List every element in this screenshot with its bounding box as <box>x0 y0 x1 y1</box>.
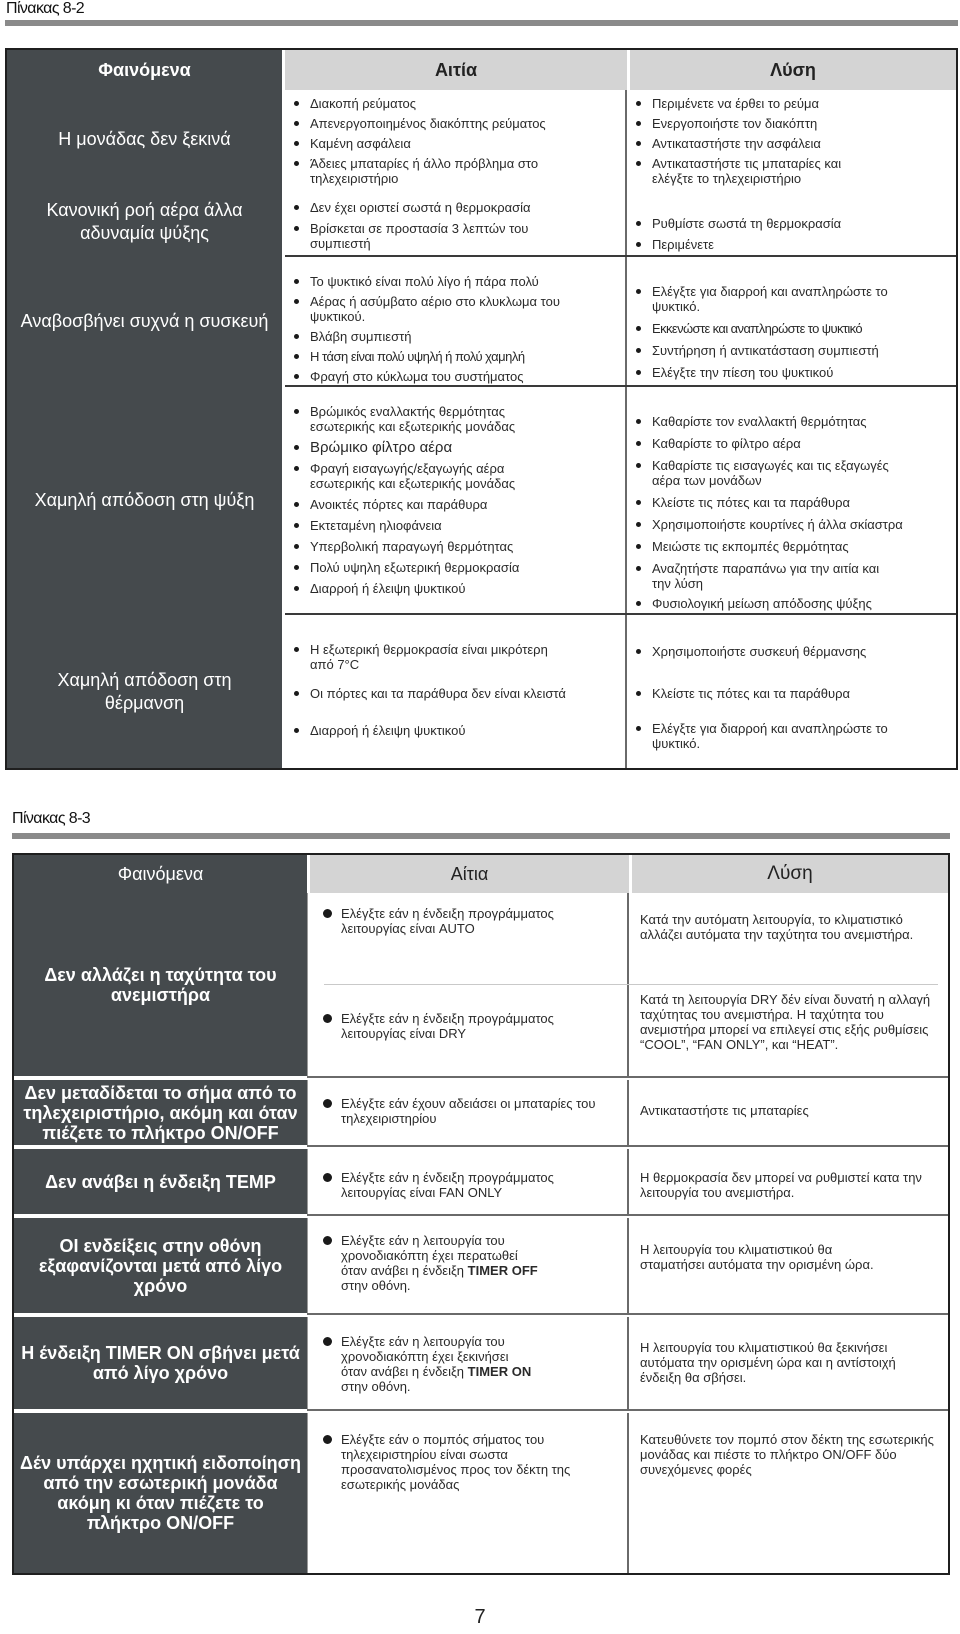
header-phenomena: Φαινόμενα <box>7 50 282 90</box>
cause-item: Βρίσκεται σε προστασία 3 λεπτών του συμπιεστή <box>291 221 531 251</box>
cause-item: Βρώμικός εναλλακτής θερμότητας εσωτερικής και εξωτερικής μονάδας <box>291 404 561 434</box>
solution-item: Αναζητήστε παραπάνω για την αιτία και την λύση <box>633 561 893 591</box>
cause-item: Ελέγξτε εάν η ένδειξη προγράμματος λειτουργίας είναι FAN ONLY <box>320 1170 620 1200</box>
cause-item: Οι πόρτες και τα παράθυρα δεν είναι κλειστά <box>291 686 621 701</box>
solution-item: Ενεργοποιήστε τον διακόπτη <box>633 116 953 131</box>
cause-item: Βλάβη συμπιεστή <box>291 329 621 344</box>
column-divider <box>627 893 629 1573</box>
solution-item: Κλείστε τις πότες και τα παράθυρα <box>633 495 953 510</box>
row-divider <box>285 385 956 387</box>
table-8-3-rule <box>12 833 950 839</box>
solution-cell <box>633 414 953 611</box>
cause-cell <box>291 404 621 596</box>
cause-item: Ελέγξτε εάν η ένδειξη προγράμματος λειτουργίας είναι DRY <box>320 1011 620 1041</box>
table-8-2-rule <box>5 20 958 26</box>
solution-item: Χρησιμοποιήστε συσκευή θέρμανσης <box>633 644 953 659</box>
column-divider <box>625 90 627 768</box>
row-divider <box>307 1145 948 1147</box>
cause-item: Ελέγξτε εάν έχουν αδειάσει οι μπαταρίες του τηλεχειριστηρίου <box>320 1096 620 1126</box>
cause-item: Υπερβολική παραγωγή θερμότητας <box>291 539 621 554</box>
row-divider <box>307 1214 948 1216</box>
cause-line: Ελέγξτε εάν η λειτουργία του <box>341 1233 505 1248</box>
cause-item: Εκτεταμένη ηλιοφάνεια <box>291 518 621 533</box>
table-8-3-label: Πίνακας 8-3 <box>12 810 91 827</box>
phenomenon-cell: Δεν μεταδίδεται το σήμα από το τηλεχειριστήριο, ακόμη και όταν πιέζετε το πλήκτρο ON/OFF <box>23 1082 298 1143</box>
cause-item: Ελέγξτε εάν η ένδειξη προγράμματος λειτουργίας είναι AUTO <box>320 906 620 936</box>
solution-item: Χρησιμοποιήστε κουρτίνες ή άλλα σκίαστρα <box>633 517 953 532</box>
cause-item: Φραγή στο κύκλωμα του συστήματος <box>291 369 621 384</box>
row-divider <box>285 613 956 615</box>
cause-line: Ελέγξτε εάν η λειτουργία του <box>341 1334 505 1349</box>
cause-cell <box>291 274 621 384</box>
solution-item: Αντικαταστήστε την ασφάλεια <box>633 136 953 151</box>
solution-text: Κατευθύνετε τον πομπό στον δέκτη της εσωτερικής μονάδας και πιέστε το πλήκτρο ON/OFF δύο συνεχόμενες φορές <box>640 1432 934 1477</box>
solution-cell <box>633 96 953 186</box>
cause-item: Διαρροή ή έλειψη ψυκτικού <box>291 581 621 596</box>
cause-item: Βρώμικο φίλτρο αέρα <box>291 440 621 455</box>
phenomenon-cell: ΟΙ ενδείξεις στην οθόνη εξαφανίζονται μετά από λίγο χρόνο <box>38 1235 283 1296</box>
phenomenon-cell: Δεν αλλάζει η ταχύτητα του ανεμιστήρα <box>44 964 277 1005</box>
cause-item: Διαρροή ή έλειψη ψυκτικού <box>291 723 621 738</box>
solution-item: Καθαρίστε το φίλτρο αέρα <box>633 436 953 451</box>
cause-item: Δεν έχει οριστεί σωστά η θερμοκρασία <box>291 200 621 215</box>
cause-item <box>320 1233 620 1293</box>
cause-item: Ανοικτές πόρτες και παράθυρα <box>291 497 621 512</box>
cause-cell <box>291 96 621 186</box>
solution-item: Κλείστε τις πότες και τα παράθυρα <box>633 686 953 701</box>
solution-item: Ρυθμίστε σωστά τη θερμοκρασία <box>633 216 953 231</box>
cause-item: Απενεργοποιημένος διακόπτης ρεύματος <box>291 116 621 131</box>
row-divider <box>307 1409 948 1411</box>
solution-text: Η λειτουργία του κλιματιστικού θα σταματήσει αυτόματα την ορισμένη ώρα. <box>640 1242 874 1272</box>
phenomenon-cell: Χαμηλή απόδοση στη ψύξη <box>34 489 255 510</box>
cause-cell <box>291 200 621 251</box>
solution-item: Καθαρίστε τον εναλλακτή θερμότητας <box>633 414 953 429</box>
phenomenon-cell: Χαμηλή απόδοση στη θέρμανση <box>57 669 232 713</box>
solution-item: Περιμένετε <box>633 237 953 252</box>
page-number: 7 <box>474 1606 486 1628</box>
solution-item: Καθαρίστε τις εισαγωγές και τις εξαγωγές αέρα των μονάδων <box>633 458 918 488</box>
cause-item: Το ψυκτικό είναι πολύ λίγο ή πάρα πολύ <box>291 274 621 289</box>
header-solution: Λύση <box>627 50 956 90</box>
solution-item: Εκκενώστε και αναπληρώστε το ψυκτικό <box>633 321 953 336</box>
solution-item: Συντήρηση ή αντικατάσταση συμπιεστή <box>633 343 953 358</box>
header-cause: Αιτία <box>282 50 627 90</box>
solution-text: Κατά τη λειτουργία DRY δέν είναι δυνατή η αλλαγή ταχύτητας του ανεμιστήρα. Η ταχύτητα του ανεμιστήρα μπορεί να επιλεγεί στις εξής ρυθμίσεις “COOL”, “FAN ONLY”, και “HEAT”. <box>640 992 931 1052</box>
phenomenon-cell: Δέν υπάρχει ηχητική ειδοποίηση από την εσωτερική μονάδα ακόμη κι όταν πιέζετε το πλήκτρο ON/OFF <box>20 1453 301 1533</box>
timer-on-label: TIMER ON <box>467 1364 532 1379</box>
cause-item: Διακοπή ρεύματος <box>291 96 621 111</box>
cause-line: όταν ανάβει η ένδειξη <box>341 1263 465 1278</box>
row-divider <box>307 1313 948 1315</box>
solution-item: Φυσιολογική μείωση απόδοσης ψύξης <box>633 596 953 611</box>
cause-item: Αέρας ή ασύμβατο αέριο στο κλυκλωμα του ψυκτικού. <box>291 294 586 324</box>
solution-item: Περιμένετε να έρθει το ρεύμα <box>633 96 953 111</box>
solution-text: Η θερμοκρασία δεν μπορεί να ρυθμιστεί κατα την λειτουργία του ανεμιστήρα. <box>640 1170 922 1200</box>
row-divider <box>285 255 956 257</box>
row-subdivider <box>324 984 938 985</box>
solution-item: Ελέγξτε για διαρροή και αναπληρώστε το ψυκτικό. <box>633 721 903 751</box>
cause-line: όταν ανάβει η ένδειξη <box>341 1364 465 1379</box>
cause-item: Άδειες μπαταρίες ή άλλο πρόβλημα στο τηλεχειριστήριο <box>291 156 551 186</box>
cause-item: Πολύ υψηλη εξωτερική θερμοκρασία <box>291 560 621 575</box>
phenomenon-cell: Η μονάδας δεν ξεκινά <box>58 129 231 149</box>
cause-line: στην οθόνη. <box>341 1379 411 1394</box>
phenomenon-cell: Δεν ανάβει η ένδειξη TEMP <box>45 1171 276 1192</box>
cause-item: Ελέγξτε εάν ο πομπός σήματος του τηλεχειριστηρίου είναι σωστα προσανατολισμένος προς τον δέκτη της εσωτερικής μονάδας <box>320 1432 600 1492</box>
cause-item: Η εξωτερική θερμοκρασία είναι μικρότερη από 7°C <box>291 642 566 672</box>
solution-text: Κατά την αυτόματη λειτουργία, το κλιματιστικό αλλάζει αυτόματα την ταχύτητα του ανεμιστήρα. <box>640 912 914 942</box>
solution-item: Ελέγξτε την πίεση του ψυκτικού <box>633 365 953 380</box>
header-cause: Αίτια <box>307 855 629 893</box>
cause-line: στην οθόνη. <box>341 1278 411 1293</box>
solution-cell <box>633 216 953 252</box>
solution-item: Μειώστε τις εκπομπές θερμότητας <box>633 539 953 554</box>
cause-line: χρονοδιακόπτη έχει περατωθεί <box>341 1248 518 1263</box>
cause-item <box>320 1334 620 1394</box>
cause-cell <box>291 642 621 738</box>
table-8-2-label: Πίνακας 8-2 <box>6 0 85 17</box>
row-divider <box>307 1076 948 1078</box>
phenomenon-cell: Κανονική ροή αέρα άλλα αδυναμία ψύξης <box>46 200 243 243</box>
header-solution: Λύση <box>629 855 948 893</box>
phenomenon-cell: Η ένδειξη TIMER ON σβήνει μετά από λίγο χρόνο <box>21 1343 300 1383</box>
solution-cell <box>633 644 953 751</box>
timer-off-label: TIMER OFF <box>467 1263 538 1278</box>
solution-text: Η λειτουργία του κλιματιστικού θα ξεκινήσει αυτόματα την ορισμένη ώρα και η αντίστοιχή ένδειξη θα σβήσει. <box>640 1340 896 1385</box>
table-8-2 <box>5 48 958 770</box>
solution-item: Ελέγξτε για διαρροή και αναπληρώστε το ψυκτικό. <box>633 284 903 314</box>
cause-item: Φραγή εισαγωγής/εξαγωγής αέρα εσωτερικής και εξωτερικής μονάδας <box>291 461 561 491</box>
cause-line: χρονοδιακόπτη έχει ξεκινήσει <box>341 1349 509 1364</box>
solution-item: Αντικαταστήστε τις μπαταρίες και ελέγξτε το τηλεχειριστήριο <box>633 156 863 186</box>
table-8-3 <box>12 853 950 1575</box>
header-phenomena: Φαινόμενα <box>14 855 307 893</box>
solution-cell <box>633 284 953 380</box>
cause-item: Καμένη ασφάλεια <box>291 136 621 151</box>
phenomenon-cell: Αναβοσβήνει συχνά η συσκευή <box>20 310 269 331</box>
cause-item: Η τάση είναι πολύ υψηλή ή πολύ χαμηλή <box>291 349 621 364</box>
column-divider <box>307 893 308 1573</box>
solution-text: Αντικαταστήστε τις μπαταρίες <box>640 1103 809 1118</box>
